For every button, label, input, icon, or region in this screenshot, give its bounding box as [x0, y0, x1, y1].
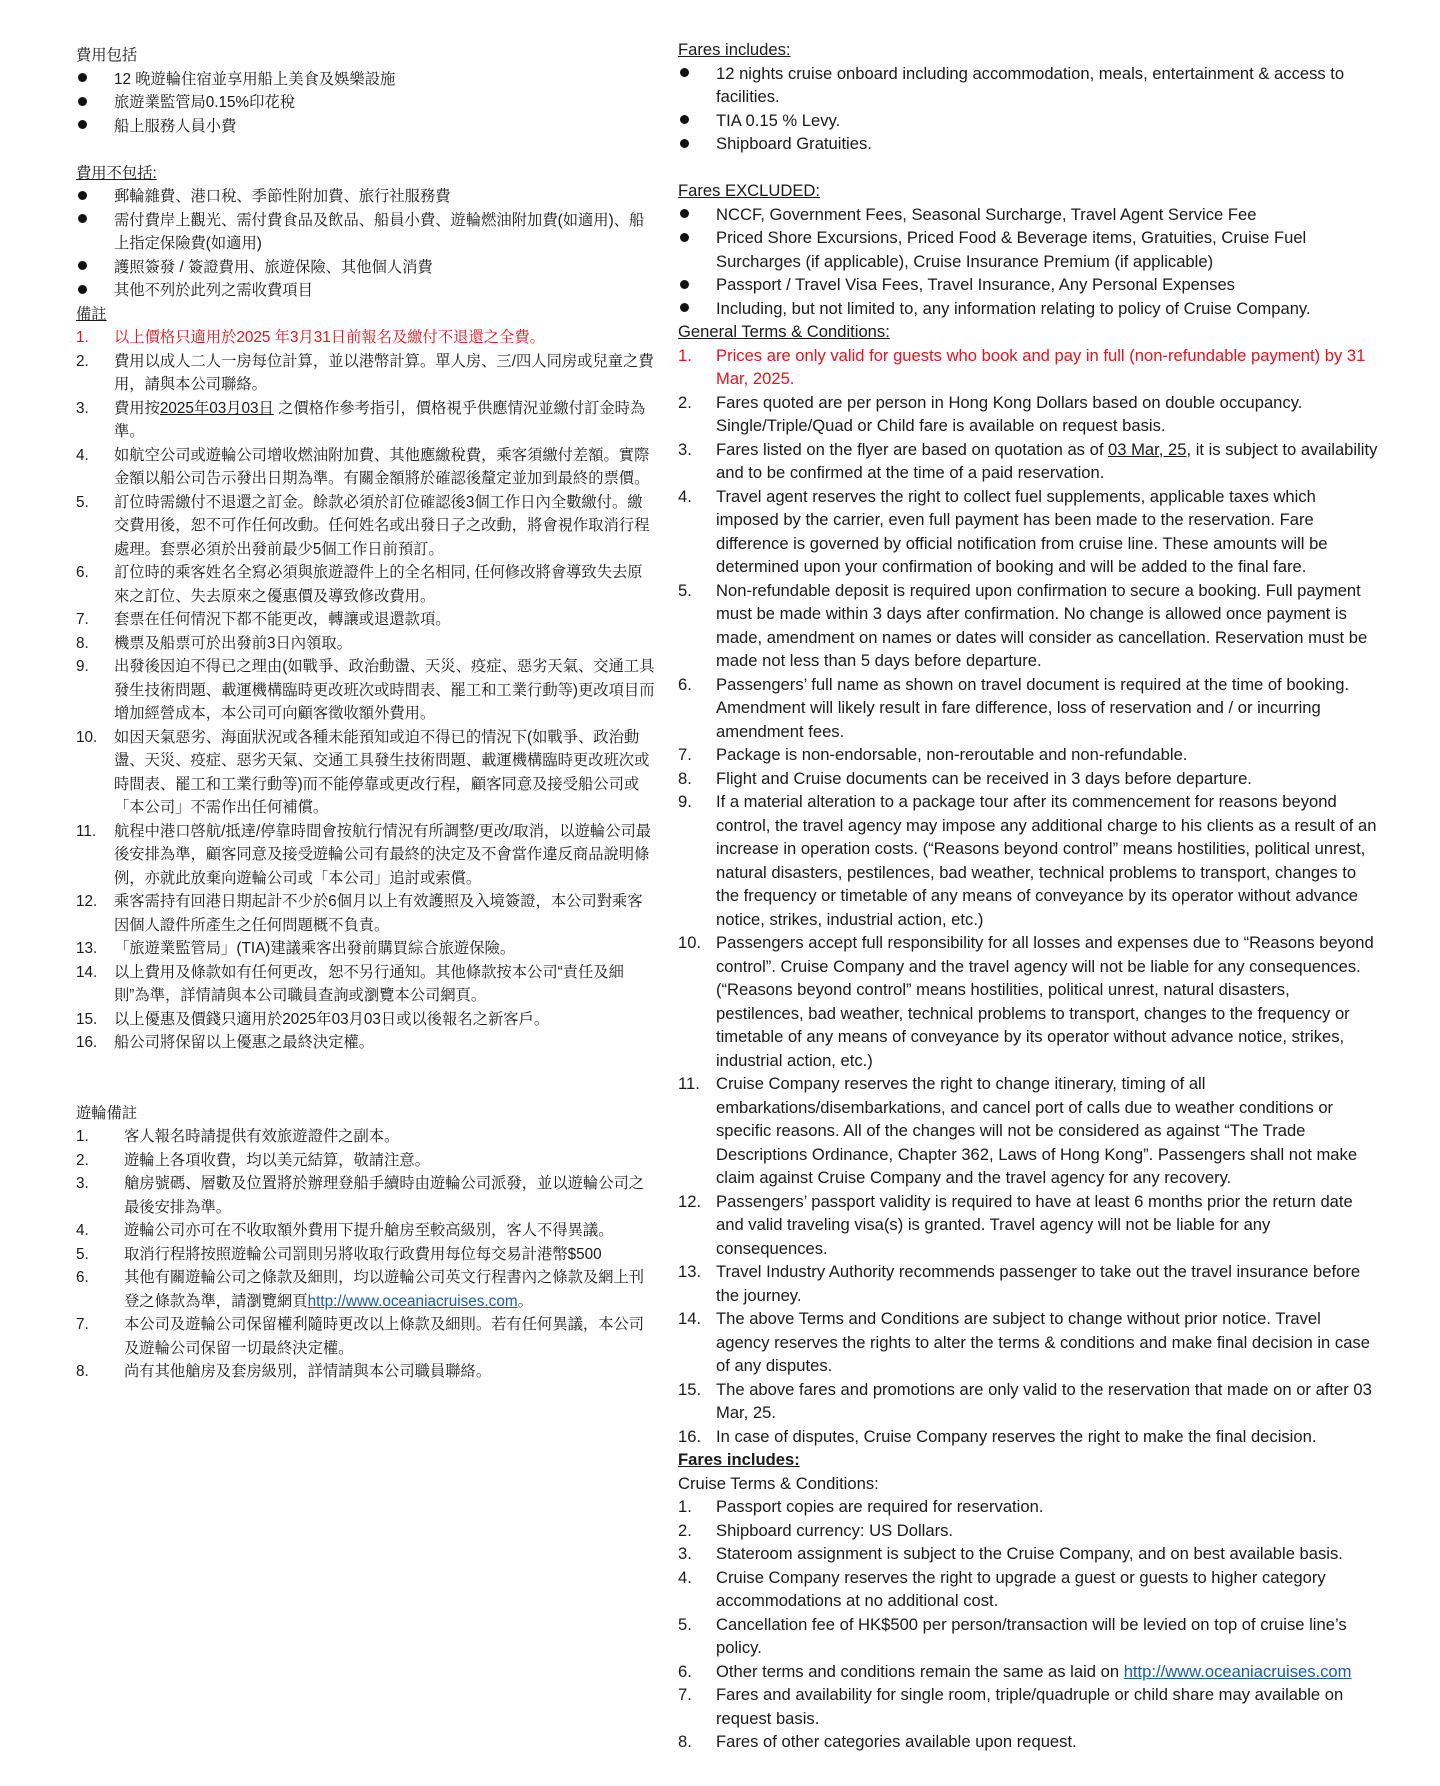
list-item: 6. 訂位時的乘客姓名全寫必須與旅遊證件上的全名相同, 任何修改將會導致失去原來之訂位、失去原來之優惠價及導致修改費用。: [76, 564, 643, 605]
list-item: 旅遊業監管局0.15%印花稅: [76, 91, 656, 115]
list-item: 8. 機票及船票可於出發前3日內領取。: [76, 634, 352, 652]
list-item: 7. 套票在任何情況下都不能更改，轉讓或退還款項。: [76, 611, 451, 628]
list-item: 3. Fares listed on the flyer are based on quotation as of 03 Mar, 25, it is subject to availability and to be confirmed at the time of a paid reservation.: [678, 439, 1378, 482]
list-item: 郵輪雜費、港口稅、季節性附加費、旅行社服務費: [76, 185, 656, 209]
list-item: 10. 如因天氣惡劣、海面狀況或各種未能預知或迫不得已的情況下(如戰爭、政治動盪、天災、疫症、惡劣天氣、交通工具發生技術問題、載運機構臨時更改班次或時間表、罷工和工業行動等)而不能停靠或更改行程，顧客同意及接受船公司或「本公司」不需作出任何補償。: [76, 728, 650, 816]
list-item: 需付費岸上觀光、需付費食品及飲品、船員小費、遊輪燃油附加費(如適用)、船上指定保險費(如適用): [76, 209, 656, 256]
list-item: 3. 艙房號碼、層數及位置將於辦理登船手續時由遊輪公司派發，並以遊輪公司之最後安排為準。: [76, 1175, 645, 1216]
fares-exclude-heading-zh: 費用不包括:: [76, 164, 157, 182]
remarks-list-zh: [76, 326, 656, 1055]
list-item: 7. Fares and availability for single room, triple/quadruple or child share may available on request basis.: [678, 1685, 1344, 1728]
fares-includes-bold-heading: Fares includes:: [678, 1450, 800, 1469]
list-item: 9. 出發後因迫不得已之理由(如戰爭、政治動盪、天災、疫症、惡劣天氣、交通工具發生技術問題、載運機構臨時更改班次或時間表、罷工和工業行動等)更改項目而增加經營成本，本公司可向顧客徵收額外費用。: [76, 658, 655, 722]
bullet-icon: [76, 68, 114, 92]
list-item: 12 nights cruise onboard including accommodation, meals, entertainment & access to facilities.: [678, 62, 1378, 109]
list-item: 1. Passport copies are required for reservation.: [678, 1497, 1044, 1516]
list-item: 船上服務人員小費: [76, 115, 656, 139]
list-item: 15. 以上優惠及價錢只適用於2025年03月03日或以後報名之新客戶。: [76, 1010, 550, 1028]
list-item: 6. Other terms and conditions remain the same as laid on http://www.oceaniacruises.com: [678, 1661, 1352, 1681]
quote-date: 03 Mar, 25: [1108, 439, 1187, 459]
list-item: 16. In case of disputes, Cruise Company reserves the right to make the final decision.: [678, 1426, 1317, 1446]
list-item: 1. Prices are only valid for guests who book and pay in full (non-refundable payment) by 31 Mar, 2025.: [678, 345, 1366, 388]
list-item: 4. 如航空公司或遊輪公司增收燃油附加費、其他應繳稅費，乘客須繳付差額。實際金額以船公司告示發出日期為準。有關金額將於確認後釐定並加到最終的票價。: [76, 446, 650, 487]
list-item: 3. Stateroom assignment is subject to the Cruise Company, and on best available basis.: [678, 1544, 1343, 1563]
list-item: TIA 0.15 % Levy.: [678, 109, 1378, 133]
list-item: 1. 以上價格只適用於2025 年3月31日前報名及繳付不退還之全費。: [76, 329, 545, 346]
list-item: Priced Shore Excursions, Priced Food & Beverage items, Gratuities, Cruise Fuel Surcharges (if applicable), Cruise Insurance Premium (if applicable): [678, 226, 1378, 273]
oceania-website-link[interactable]: http://www.oceaniacruises.com: [1123, 1661, 1352, 1681]
list-item: NCCF, Government Fees, Seasonal Surcharge, Travel Agent Service Fee: [678, 203, 1378, 227]
list-item: 8. Flight and Cruise documents can be received in 3 days before departure.: [678, 768, 1252, 788]
list-item: 護照簽發 / 簽證費用、旅遊保險、其他個人消費: [76, 256, 656, 280]
list-item: 13. 「旅遊業監管局」(TIA)建議乘客出發前購買綜合旅遊保險。: [76, 940, 516, 957]
list-item: 1. 客人報名時請提供有效旅遊證件之副本。: [76, 1128, 400, 1145]
list-item: 12. Passengers’ passport validity is required to have at least 6 months prior the return date and valid traveling visa(s) is granted. Travel agency will not be liable for any consequences.: [678, 1191, 1353, 1258]
bullet-icon: [678, 226, 716, 273]
bullet-icon: [678, 203, 716, 227]
bullet-icon: [76, 91, 114, 115]
list-item: Shipboard Gratuities.: [678, 132, 1378, 156]
list-item: 5. Cancellation fee of HK$500 per person/transaction will be levied on top of cruise line’s policy.: [678, 1614, 1347, 1657]
list-item: 15. The above fares and promotions are only valid to the reservation that made on or after 03 Mar, 25.: [678, 1379, 1372, 1422]
list-item: 16. 船公司將保留以上優惠之最終決定權。: [76, 1034, 375, 1051]
list-item: Including, but not limited to, any information relating to policy of Cruise Company.: [678, 297, 1378, 321]
bullet-icon: [678, 62, 716, 109]
list-item: 6. 其他有關遊輪公司之條款及細則，均以遊輪公司英文行程書內之條款及網上刊登之條款為準，請瀏覽網頁http://www.oceaniacruises.com。: [76, 1269, 645, 1310]
list-item: 2. Shipboard currency: US Dollars.: [678, 1520, 954, 1540]
list-item: 14. 以上費用及條款如有任何更改，恕不另行通知。其他條款按本公司“責任及細則”為準，詳情請與本公司職員查詢或瀏覽本公司網頁。: [76, 963, 624, 1004]
list-item: 12 晚遊輪住宿並享用船上美食及娛樂設施: [76, 68, 656, 92]
bullet-icon: [76, 185, 114, 209]
cruise-terms-list-en: [678, 1495, 1378, 1754]
bullet-icon: [678, 109, 716, 133]
list-item: 2. 費用以成人二人一房每位計算，並以港幣計算。單人房、三/四人同房或兒童之費用，請與本公司聯絡。: [76, 352, 654, 393]
list-item: 4. Cruise Company reserves the right to upgrade a guest or guests to higher category accommodations at no additional cost.: [678, 1567, 1326, 1610]
list-item: 10. Passengers accept full responsibility for all losses and expenses due to “Reasons beyond control”. Cruise Company and the travel agency will not be liable for any consequences. (“Reasons beyond control” means hostilities, political unrest, natural disasters, pestilences, bad weather, technical problems to transport, changes to the frequency or timetable of any means of conveyance by its operator without advance notice, strikes, industrial action, etc.): [678, 933, 1374, 1070]
cruise-terms-heading-en: Cruise Terms & Conditions:: [678, 1473, 879, 1493]
list-item: 3. 費用按2025年03月03日 之價格作參考指引，價格視乎供應情況並繳付訂金時為準。: [76, 399, 646, 440]
list-item: 7. 本公司及遊輪公司保留權利隨時更改以上條款及細則。若有任何異議，本公司及遊輪公司保留一切最終決定權。: [76, 1316, 645, 1357]
fares-exclude-heading-en: Fares EXCLUDED:: [678, 181, 821, 200]
fares-include-list-en: [678, 62, 1378, 156]
list-item: 11. 航程中港口啓航/抵達/停靠時間會按航行情況有所調整/更改/取消，以遊輪公司最後安排為準，顧客同意及接受遊輪公司有最終的決定及不會當作違反商品說明條例，亦就此放棄向遊輪公司或「本公司」追討或索償。: [76, 822, 652, 887]
list-item: 5. 訂位時需繳付不退還之訂金。餘款必須於訂位確認後3個工作日內全數繳付。繳交費用後，恕不可作任何改動。任何姓名或出發日子之改動，將會視作取消行程處理。套票必須於出發前最少5個工作日前預訂。: [76, 493, 650, 558]
bullet-icon: [76, 279, 114, 303]
bullet-icon: [76, 256, 114, 280]
list-item: 9. If a material alteration to a package tour after its commencement for reasons beyond control, the travel agency may impose any additional charge to his clients as a result of an increase in operation costs. (“Reasons beyond control” means hostilities, political unrest, natural disasters, pestilences, bad weather, technical problems to transport, changes to the frequency or timetable of any means of conveyance by its operator without advance notice, strikes, industrial action, etc.): [678, 792, 1377, 929]
bullet-icon: [678, 273, 716, 297]
fares-include-heading-en: Fares includes:: [678, 40, 791, 59]
list-item: 4. 遊輪公司亦可在不收取額外費用下提升艙房至較高級別，客人不得異議。: [76, 1222, 614, 1239]
fares-include-list-zh: [76, 68, 656, 139]
list-item: 2. 遊輪上各項收費，均以美元結算，敬請注意。: [76, 1151, 430, 1169]
list-item: 12. 乘客需持有回港日期起計不少於6個月以上有效護照及入境簽證，本公司對乘客因個人證件所產生之任何問題概不負責。: [76, 893, 643, 934]
bullet-icon: [76, 209, 114, 256]
english-terms-column: [678, 0, 1378, 1754]
quote-date: 2025年03月03日: [159, 399, 274, 417]
bullet-icon: [678, 297, 716, 321]
list-item: 13. Travel Industry Authority recommends passenger to take out the travel insurance before the journey.: [678, 1262, 1361, 1305]
fares-exclude-list-zh: [76, 185, 656, 303]
list-item: 6. Passengers’ full name as shown on travel document is required at the time of booking. Amendment will likely result in fare difference, loss of reservation and / or incurring amendment fees.: [678, 674, 1350, 741]
list-item: 4. Travel agent reserves the right to collect fuel supplements, applicable taxes which imposed by the carrier, even full payment has been made to the reservation. Fare difference is governed by official notification from cruise line. These amounts will be determined upon your confirmation of booking and will be added to the final fare.: [678, 486, 1328, 576]
general-terms-heading-en: General Terms & Conditions:: [678, 322, 890, 341]
list-item: 8. 尚有其他艙房及套房級別，詳情請與本公司職員聯絡。: [76, 1363, 492, 1380]
chinese-terms-column: [76, 0, 656, 1384]
cruise-notes-list-zh: [76, 1125, 656, 1384]
oceania-website-link[interactable]: http://www.oceaniacruises.com: [307, 1292, 518, 1310]
list-item: 5. 取消行程將按照遊輪公司罰則另將收取行政費用每位每交易計港幣$500: [76, 1245, 602, 1263]
list-item: 2. Fares quoted are per person in Hong Kong Dollars based on double occupancy. Single/Triple/Quad or Child fare is available on request basis.: [678, 392, 1303, 435]
fares-exclude-list-en: [678, 203, 1378, 321]
list-item: Passport / Travel Visa Fees, Travel Insurance, Any Personal Expenses: [678, 273, 1378, 297]
list-item: 11. Cruise Company reserves the right to change itinerary, timing of all embarkations/disembarkations, and cancel port of calls due to weather conditions or specific reasons. All of the changes will not be considered as against “The Trade Descriptions Ordinance, Chapter 362, Laws of Hong Kong”. Passengers shall not make claim against Cruise Company and the travel agency for any recovery.: [678, 1074, 1358, 1187]
fares-include-heading-zh: 費用包括: [76, 47, 138, 64]
bullet-icon: [678, 132, 716, 156]
bullet-icon: [76, 115, 114, 139]
list-item: 5. Non-refundable deposit is required upon confirmation to secure a booking. Full payment must be made within 3 days after confirmation. No change is allowed once payment is made, amendment on names or dates will consider as cancellation. Reservation must be made not less than 5 days before departure.: [678, 580, 1368, 670]
list-item: 8. Fares of other categories available upon request.: [678, 1732, 1077, 1751]
list-item: 7. Package is non-endorsable, non-reroutable and non-refundable.: [678, 745, 1188, 764]
list-item: 14. The above Terms and Conditions are subject to change without prior notice. Travel agency reserves the rights to alter the terms & conditions and make final decision in case of any disputes.: [678, 1309, 1370, 1375]
remarks-heading-zh: 備註: [76, 305, 107, 323]
cruise-notes-heading-zh: 遊輪備註: [76, 1104, 138, 1122]
general-terms-list-en: [678, 344, 1378, 1449]
list-item: 其他不列於此列之需收費項目: [76, 279, 656, 303]
